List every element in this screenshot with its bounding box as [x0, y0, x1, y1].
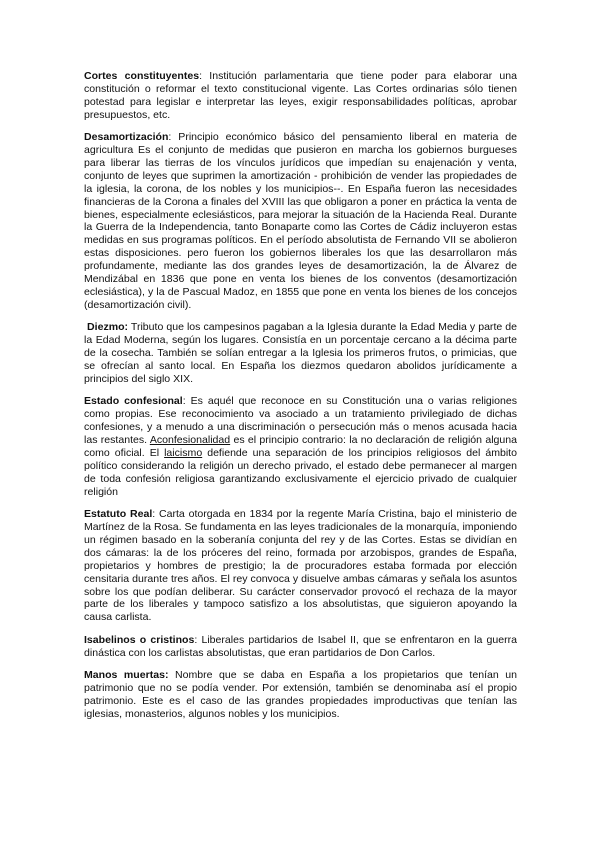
- definition-estado-confesional-part-3: defiende una separación de los principios religiosos del ámbito político considerando la religión un derecho privado, el estado debe permanecer al margen de toda confesión religiosa garantizando exclusivamente el ejercicio privado de cualquier religión: [84, 446, 517, 498]
- term-desamortizacion: Desamortización: [84, 131, 169, 144]
- term-cortes-constituyentes: Cortes constituyentes: [84, 70, 200, 82]
- term-separator: :: [152, 508, 156, 521]
- term-estatuto-real: Estatuto Real: [84, 508, 153, 521]
- term-isabelinos-o-cristinos: Isabelinos o cristinos: [84, 633, 195, 646]
- definition-manos-muertas: Nombre que se daba en España a los propietarios que tenían un patrimonio que no se podía vender. Por extensión, también se denominaba así el propio patrimonio. Este es el caso de las grandes propiedades improductivas que tenían las iglesias, monasterios, algunos nobles y los municipios.: [84, 669, 517, 720]
- term-separator: :: [199, 70, 203, 82]
- definition-desamortizacion: Principio económico básico del pensamiento liberal en materia de agricultura Es el conjunto de medidas que pusieron en marcha los gobiernos burgueses para liberar las tierras de los vínculos jurídicos que impedían su enajenación y venta, conjunto de leyes que suprimen la amortización - prohibición de vender las propiedades de la iglesia, la corona, de los nobles y los municipios--. En España fueron las necesidades financieras de la Corona a finales del XVIII las que obligaron a poner en práctica la venta de bienes, especialmente eclesiásticos, para mejorar la situación de la Hacienda Real. Durante la Guerra de la Independencia, tanto Bonaparte como las Cortes de Cádiz incluyeron estas medidas en sus programas políticos. En el período absolutista de Fernando VII se abolieron estas disposiciones. pero fueron los gobiernos liberales los que las desarrollaron más profundamente, mediante las dos grandes leyes de desamortización, la de Álvarez de Mendizábal en 1836 que pone en venta los bienes de los conventos (desamortización eclesiástica), y la de Pascual Madoz, en 1855 que pone en venta los bienes de los concejos (desamortización civil).: [84, 131, 517, 311]
- term-estado-confesional: Estado confesional: [84, 395, 183, 408]
- link-laicismo[interactable]: laicismo: [164, 446, 203, 459]
- definition-isabelinos-o-cristinos: Liberales partidarios de Isabel II, que se enfrentaron en la guerra dinástica con los carlistas absolutistas, que eran partidarios de Don Carlos.: [84, 633, 518, 659]
- entry-desamortizacion: [84, 131, 517, 312]
- entry-isabelinos-o-cristinos: [84, 634, 517, 660]
- definition-estado-confesional-part-2: es el principio contrario: la no declaración de religión alguna como oficial. El: [84, 434, 517, 459]
- term-separator: :: [168, 131, 172, 144]
- term-manos-muertas: Manos muertas:: [84, 669, 169, 682]
- link-aconfesionalidad[interactable]: Aconfesionalidad: [149, 434, 231, 447]
- term-diezmo: Diezmo:: [87, 321, 129, 334]
- definition-diezmo: Tributo que los campesinos pagaban a la Iglesia durante la Edad Media y parte de la Edad Moderna, según los lugares. Consistía en un porcentaje cercano a la décima parte de la cosecha. También se solían entregar a la Iglesia los primeros frutos, o primicias, que se ofrecían al santo local. En España los diezmos quedaron abolidos jurídicamente a principios del siglo XIX.: [84, 321, 517, 385]
- entry-estatuto-real: [84, 508, 517, 624]
- term-separator: :: [182, 395, 186, 408]
- entry-diezmo: [84, 321, 517, 386]
- entry-manos-muertas: [84, 669, 517, 721]
- definition-cortes-constituyentes: Institución parlamentaria que tiene poder para elaborar una constitución o reformar el texto constitucional vigente. Las Cortes ordinarias sólo tienen potestad para legislar e interpretar las leyes, exigir responsabilidades políticas, aprobar presupuestos, etc.: [84, 70, 517, 121]
- entry-estado-confesional: [84, 395, 517, 498]
- term-separator: :: [194, 633, 198, 646]
- definition-estatuto-real: Carta otorgada en 1834 por la regente María Cristina, bajo el ministerio de Martínez de la Rosa. Se fundamenta en las leyes tradicionales de la monarquía, imponiendo un régimen basado en la soberanía conjunta del rey y de las Cortes. Estas se dividían en dos cámaras: la de los próceres del reino, formada por arzobispos, grandes de España, propietarios y hombres de prestigio; la de procuradores estaba formada por elección censitaria durante tres años. El rey convoca y disuelve ambas cámaras y señala los asuntos sobre los que podían deliberar. Su carácter conservador provocó el rechaza de la mayor parte de los liberales y tampoco satisfizo a los absolutistas, que siguieron apoyando la causa carlista.: [84, 508, 517, 624]
- definition-estado-confesional-part-1: Es aquél que reconoce en su Constitución una o varias religiones como propias. Ese reconocimiento va asociado a un tratamiento privilegiado de dichas confesiones, y a menudo a una discriminación o persecución más o menos acusada hacia las restantes.: [84, 395, 517, 447]
- entry-cortes-constituyentes: [84, 70, 517, 122]
